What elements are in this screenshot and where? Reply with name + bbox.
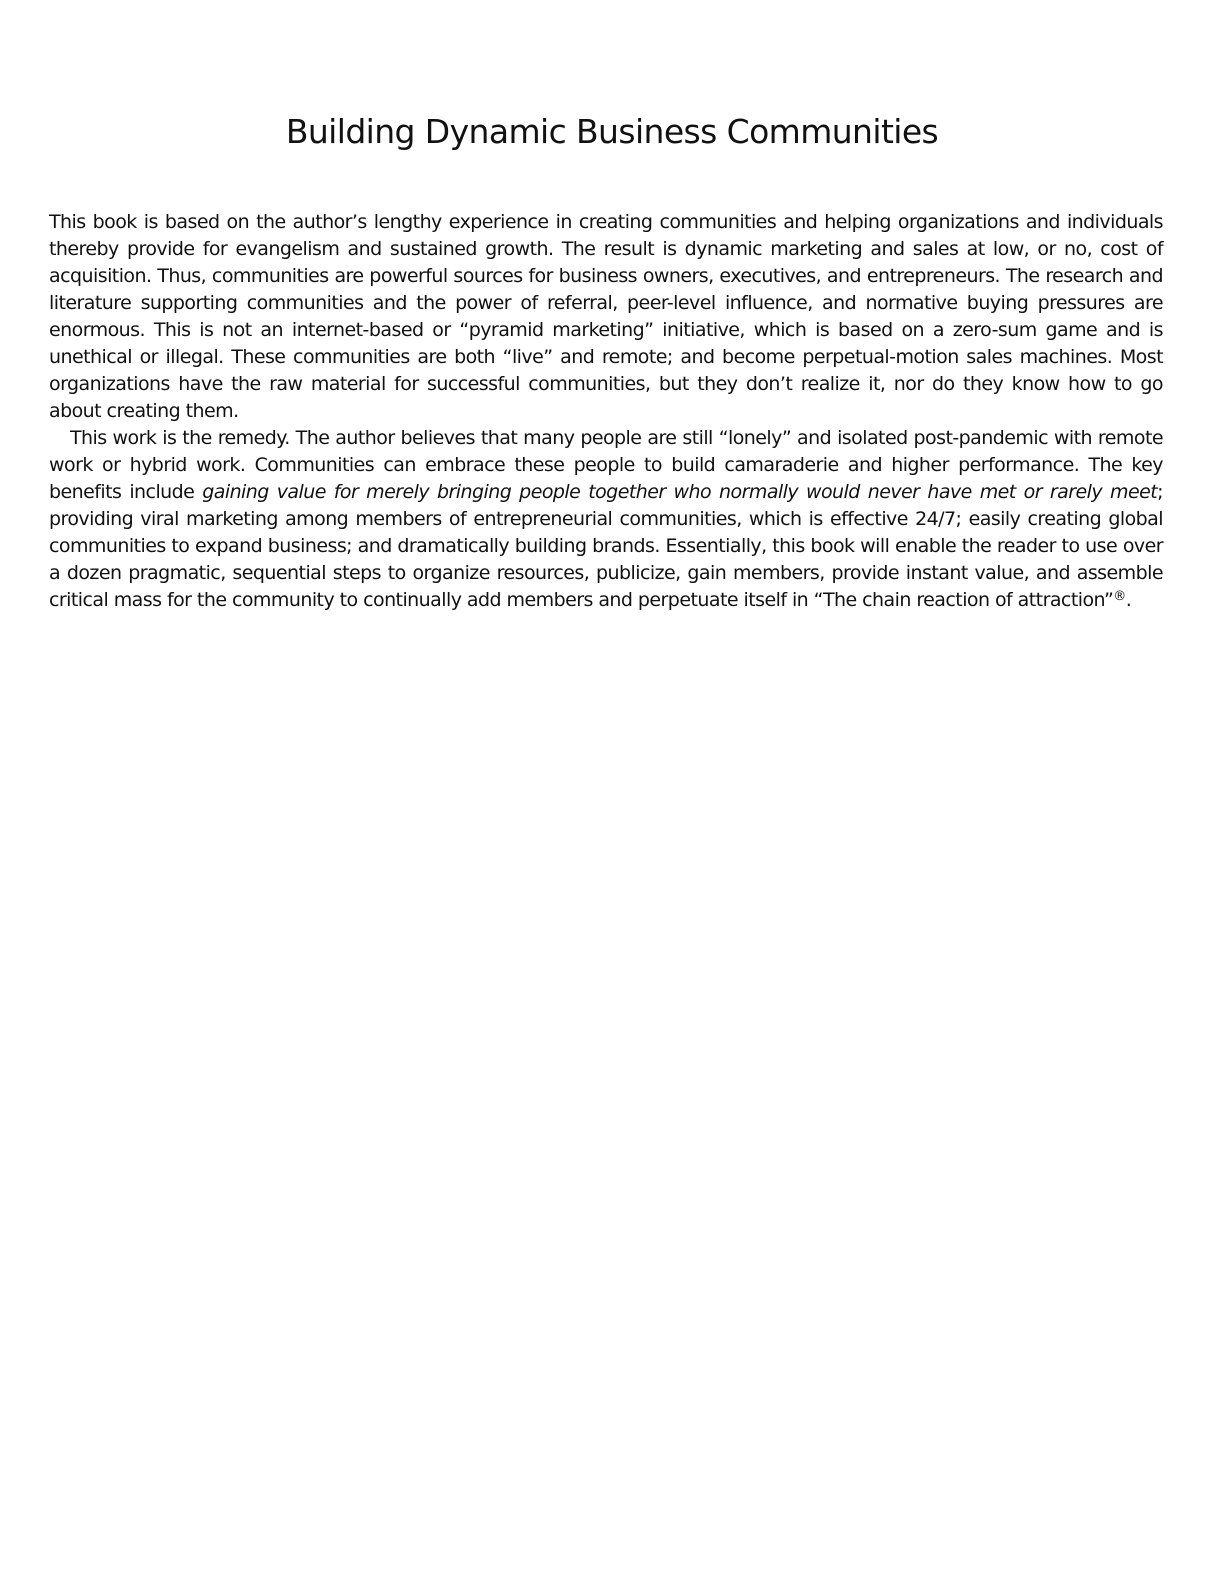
registered-trademark-symbol: ® (1113, 589, 1126, 604)
page-title: Building Dynamic Business Communities (285, 112, 939, 151)
document-body (49, 209, 1163, 614)
paragraph-2 (49, 425, 1163, 614)
paragraph-2-text-end: ; providing viral marketing among members of entrepreneurial communities, which is effective 24/7; easily creating global communities to expand business; and dramatically building brands. Essentially, this book will enable the reader to use over a dozen pragmatic, sequential steps to organize resources, publicize, gain members, provide instant value, and assemble critical mass for the community to continually add members and perpetuate itself in “The chain reaction of attraction” (49, 481, 1163, 611)
paragraph-1: This book is based on the author’s lengthy experience in creating communities and helping organizations and individuals thereby provide for evangelism and sustained growth. The result is dynamic marketing and sales at low, or no, cost of acquisition. Thus, communities are powerful sources for business owners, executives, and entrepreneurs. The research and literature supporting communities and the power of referral, peer-level influence, and normative buying pressures are enormous. This is not an internet-based or “pyramid marketing” initiative, which is based on a zero-sum game and is unethical or illegal. These communities are both “live” and remote; and become perpetual-motion sales machines. Most organizations have the raw material for successful communities, but they don’t realize it, nor do they know how to go about creating them. (49, 211, 1163, 422)
paragraph-2-text-start: This work is the remedy. The author believes that many people are still “lonely” and isolated post-pandemic with remote work or hybrid work. Communities can embrace these people to build camaraderie and higher performance. The key benefits include (49, 427, 1163, 503)
paragraph-2-ending: . (1125, 589, 1132, 611)
paragraph-2-emphasis: gaining value for merely bringing people together who normally would never have met or rarely meet (202, 481, 1158, 503)
